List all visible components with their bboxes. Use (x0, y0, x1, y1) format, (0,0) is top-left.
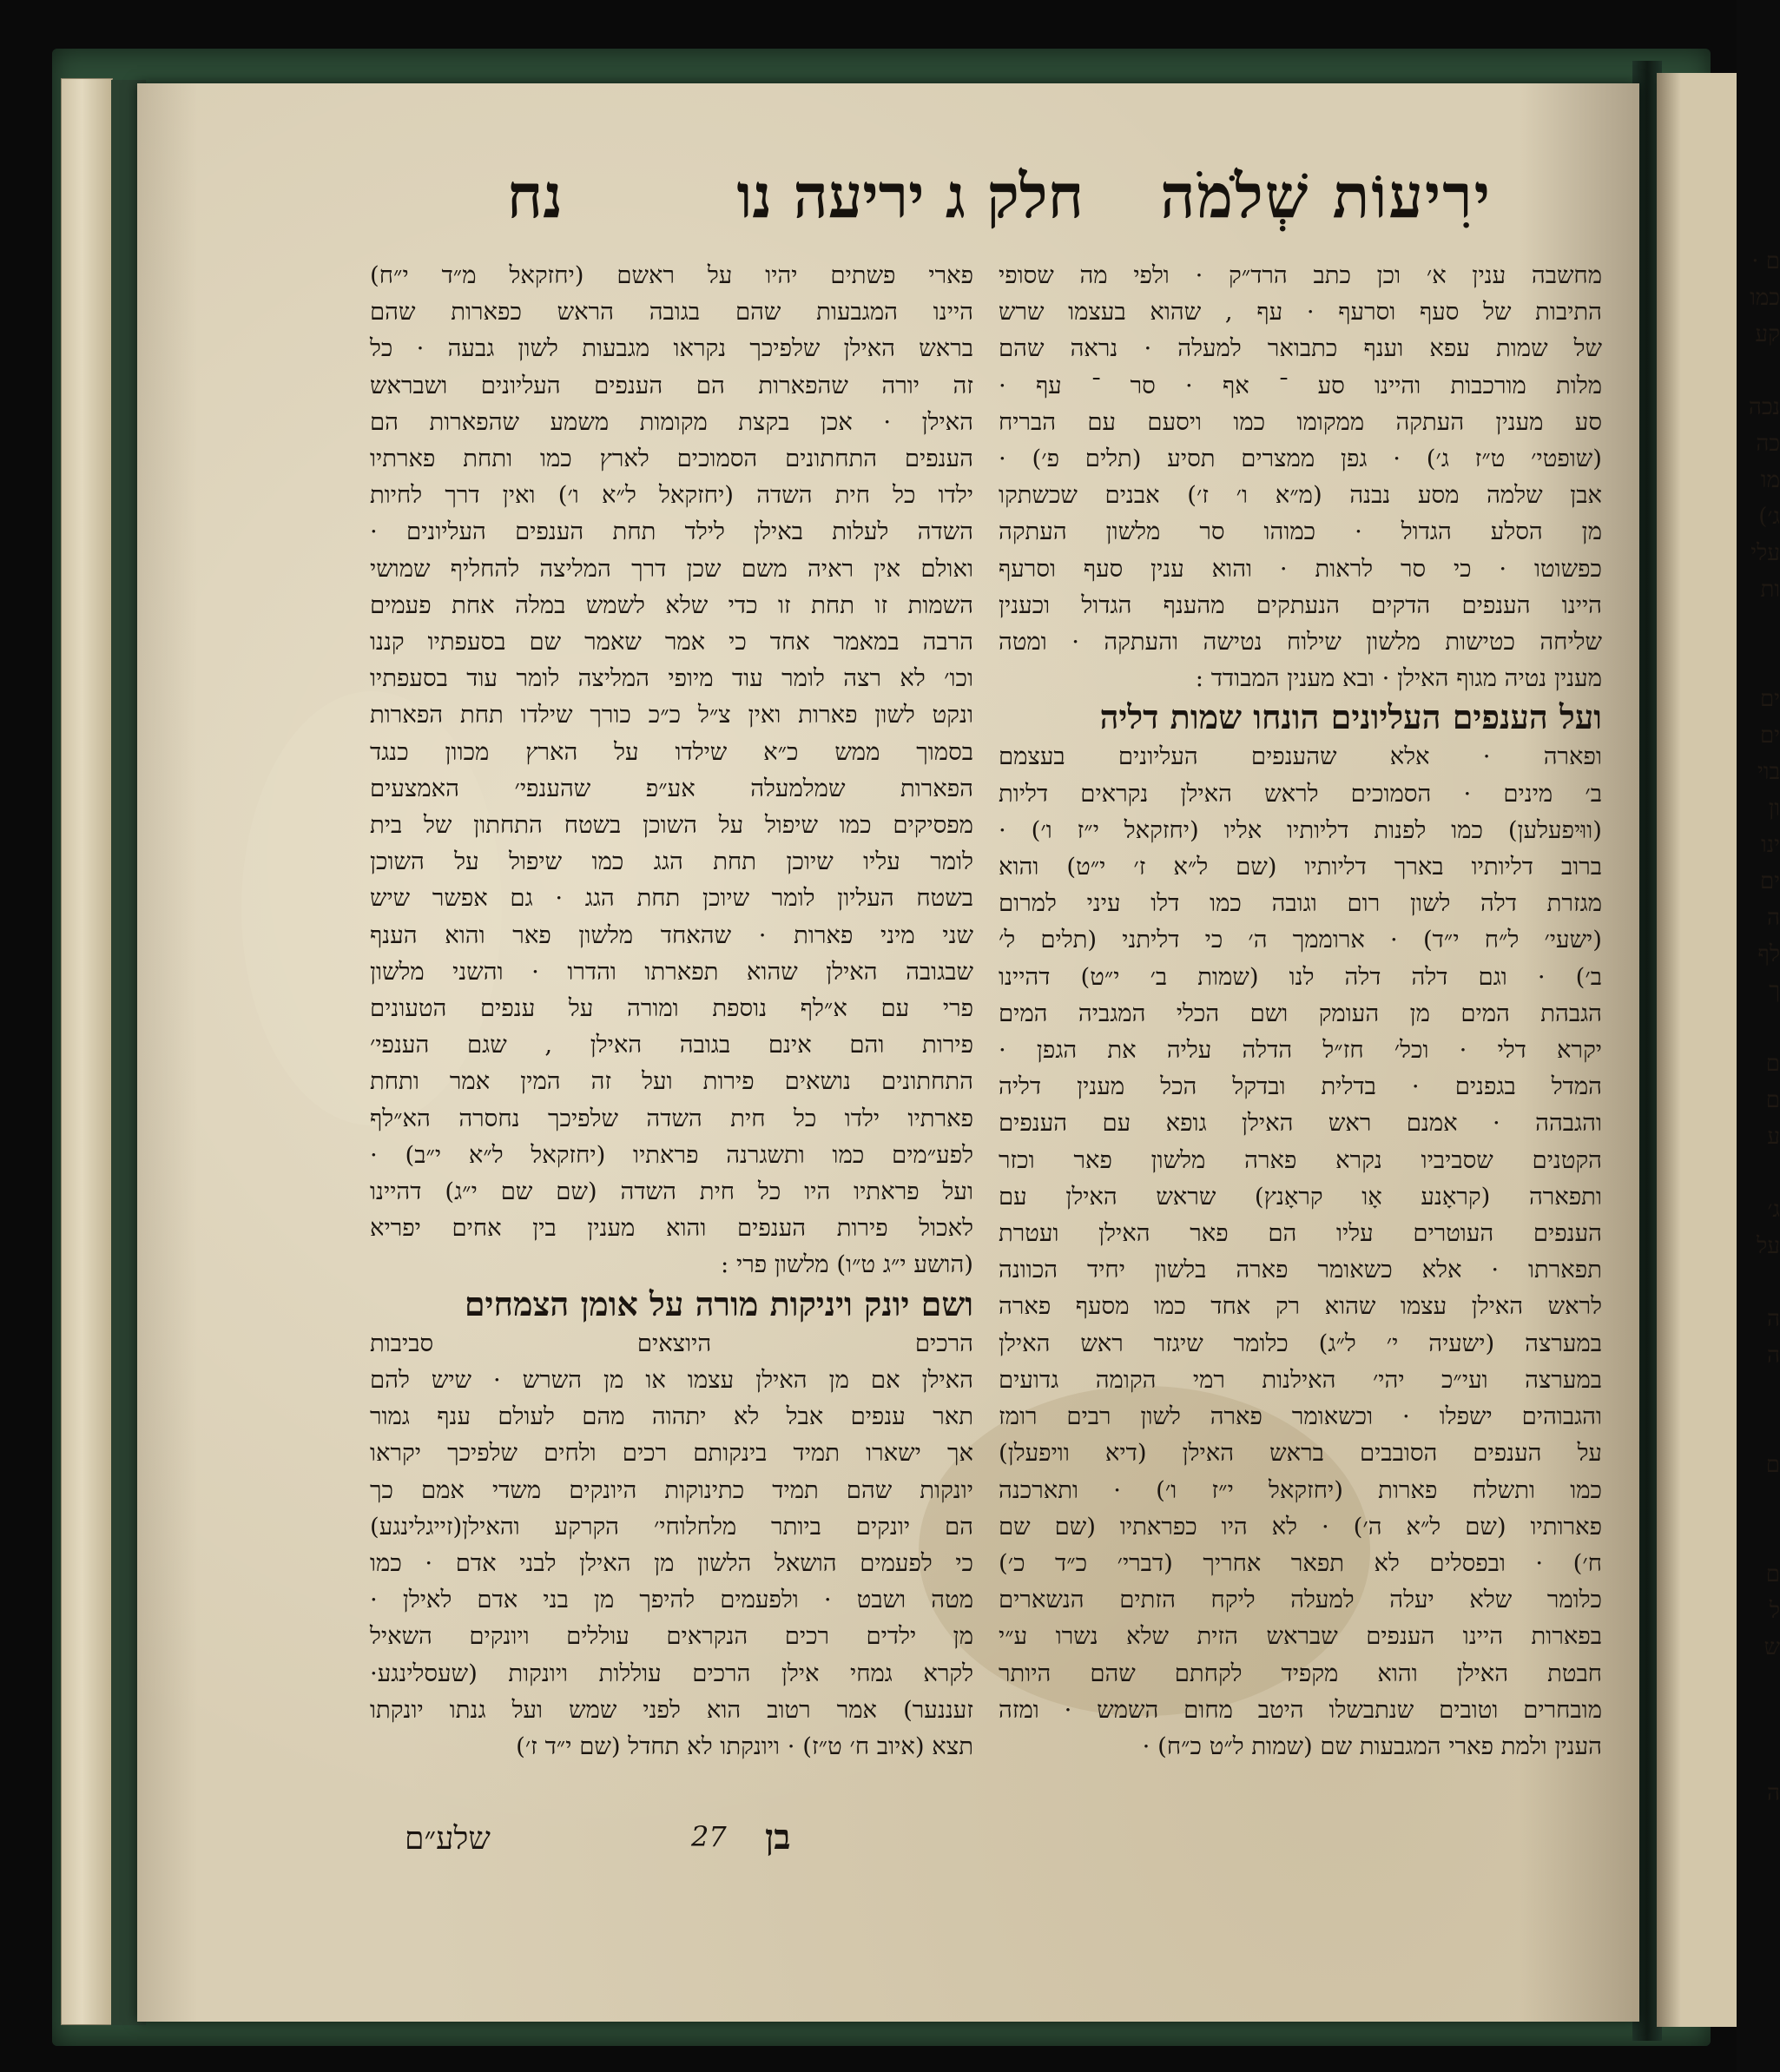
text-line: בראש האילן שלפיכך נקראו מגבעות לשון גבעה · כל (370, 334, 973, 363)
text-line: השמות זו תחת זו כדי שלא לשמש במלה אחת פעמים (370, 591, 973, 619)
facing-page-fragment (1676, 1264, 1780, 1301)
facing-page-fragment: ים (1759, 868, 1780, 894)
text-line: תאר ענפים אבל לא יתהוה מהם לעולם ענף גמור (370, 1402, 973, 1431)
page-block-edge (61, 78, 113, 2025)
text-line: ואולם אין ראיה משם שכן דרך המליצה להחליף שמושי (370, 554, 973, 583)
facing-page-fragment: ל (1769, 1598, 1780, 1624)
text-line: הענפים העוטרים עליו הם פאר האילן ועטרת (999, 1219, 1602, 1248)
facing-page-fragment: ם (1765, 1087, 1780, 1113)
text-line: הענין ולמת פארי המגבעות שם (שמות ל״ט כ״ח) · (1142, 1732, 1602, 1760)
facing-page-fragment: ות (1760, 577, 1780, 603)
text-line: שבגובה האילן שהוא תפארתו והדרו · והשני מלשון (370, 957, 973, 986)
facing-page-fragment: בוי (1757, 759, 1780, 785)
text-line: המדל בגפנים · בדלית ובדקל הכל מענין דליה (999, 1072, 1602, 1101)
facing-page-fragment: כמו (1750, 285, 1780, 311)
facing-page-fragment: לף (1757, 941, 1780, 967)
facing-page-fragment: ע (1767, 1124, 1780, 1150)
text-line: הרבה במאמר אחד כי אמר שאמר שם בסעפתיו קננו (370, 628, 973, 657)
facing-page-fragment: על (1757, 1233, 1780, 1259)
text-line: ב׳) · וגם דלה דלה לנו (שמות ב׳ י״ט) דהיינו (999, 962, 1602, 991)
text-line: יונקות שהם תמיד כתינוקות היונקים משדי אמם כך (370, 1475, 973, 1504)
text-line: התחתונים נושאים פירות ועל זה המין אמר ותחת (370, 1067, 973, 1096)
text-column-left (370, 257, 973, 1760)
text-line: במערצה ועי״כ יהי׳ האילנות רמי הקומה גדועים (999, 1365, 1602, 1394)
text-line: הפארות שמלמעלה אע״פ שהענפי׳ האמצעים (370, 774, 973, 802)
text-line: כי לפעמים הושאל הלשון מן האילן לבני אדם · כמו (370, 1548, 973, 1577)
facing-page-fragment: ינו (1761, 832, 1780, 858)
text-line: מגזרת דלה לשון רום וגובה כמו דלו עיני למרום (999, 889, 1602, 918)
text-line: ברוב דליותיו בארך דליותיו (שם ל״א ז׳ י״ט) והוא (999, 853, 1602, 881)
section-heading: ועל הענפים העליונים הונחו שמות דליה (1099, 697, 1602, 737)
text-line: ח׳) · ובפסלים לא תפאר אחריך (דברי׳ כ״ד כ׳) (999, 1548, 1602, 1577)
text-line: מטה ושבט · ולפעמים להיפך מן בני אדם לאילן · (370, 1586, 973, 1614)
facing-page-fragment: ג׳) (1758, 504, 1780, 530)
text-line: שני מיני פארות · שהאחד מלשון פאר והוא הענף (370, 921, 973, 949)
text-line: במערצה (ישעיה י׳ ל״ג) כלומר שיגזר ראש האילן (999, 1329, 1602, 1357)
text-line: על הענפים הסובבים בראש האילן (דיא וויפעלן) (999, 1439, 1602, 1468)
text-line: ב׳ מינים · הסמוכים לראש האילן נקראים דליות (999, 779, 1602, 808)
facing-page-fragment: ה (1767, 1306, 1780, 1332)
catchword: בן (765, 1817, 791, 1858)
facing-page-fragment: ה (1767, 1780, 1780, 1806)
running-header (137, 160, 1639, 255)
text-line: הקטנים שסביביו נקרא פארה מלשון פאר וכזר (999, 1145, 1602, 1174)
text-line: שליחה כטישות מלשון שילוח נטישה והעתקה · ומטה (999, 628, 1602, 657)
text-line: בשטח העליון לומר שיוכן תחת הגג · גם אפשר שיש (370, 884, 973, 913)
text-line: ילדו כל חית השדה (יחזקאל ל״א ו׳) ואין דרך לחיות (370, 481, 973, 510)
facing-page-fragment (1676, 1739, 1780, 1775)
text-line: השדה לעלות באילן לילד תחת הענפים העליונים · (370, 518, 973, 546)
text-line: בפארות היינו הענפים שבראש הזית שלא נשרו ע״י (999, 1622, 1602, 1651)
text-line: כמו ותשלח פארות (יחזקאל י״ז ו׳) · ותארכנה (999, 1475, 1602, 1504)
text-line: ותפארה (קראָנע אָו קראָנץ) שראש האילן עם (999, 1182, 1602, 1211)
text-line: מלות מורכבות והיינו סע ־ אף · סר ־ עף · (999, 371, 1602, 399)
text-line: הרכים היוצאים סביבות (370, 1329, 973, 1357)
facing-page-fragment: ם (1765, 1452, 1780, 1478)
text-line: וכו׳ לא רצה לומר עוד מיופי המליצה לומר עוד בסעפתיו (370, 664, 973, 693)
text-line: אך ישארו תמיד בינקותם רכים ולחים שלפיכך יקראו (370, 1439, 973, 1468)
text-line: האילן אם מן האילן עצמו או מן השרש · שיש להם (370, 1365, 973, 1394)
section-heading: ושם יונק ויניקות מורה על אומן הצמחים (464, 1283, 973, 1323)
facing-page-fragment (1676, 644, 1780, 681)
text-line: מובחרים וטובים שנתבשלו היטב מחום השמש · ומזה (999, 1695, 1602, 1724)
text-line: כלומר שלא יעלה למעלה ליקח הזתים הנשארים (999, 1586, 1602, 1614)
facing-page-fragment: ם (1765, 1561, 1780, 1587)
signature-mark: שלע״ם (405, 1821, 491, 1857)
facing-page-fragment: ה (1767, 905, 1780, 931)
text-line: (ווּיפעלען) כמו לפנות דליותיו אליו (יחזקאל י״ז ו׳) · (999, 815, 1602, 844)
text-line: פארתיו ילדו כל חית השדה שלפיכך נחסרה הא״לף (370, 1104, 973, 1132)
signature-number: 27 (691, 1820, 727, 1853)
page-footer (370, 1817, 978, 1872)
folio-number: נח (506, 160, 563, 232)
text-line: ועל פראתיו היו כל חית השדה (שם שם י״ג) דהיינו (370, 1178, 973, 1206)
text-line: מחשבה ענין א׳ וכן כתב הרד״ק · ולפי מה שסופי (999, 261, 1602, 289)
facing-page-fragment (1676, 1520, 1780, 1556)
text-line: התיבות של סעף וסרעף · עף , שהוא בעצמו שרש (999, 298, 1602, 327)
facing-page-fragment: ים (1759, 723, 1780, 749)
text-line: והגבהה · אמנם ראש האילן גופא עם הענפים (999, 1109, 1602, 1138)
facing-page-fragment: ון (1768, 795, 1780, 822)
facing-page-fragment: ה (1767, 1343, 1780, 1369)
facing-page-text-fragments (1676, 243, 1780, 1811)
facing-page-fragment: ש (1764, 1634, 1780, 1660)
text-line: יקרא דלי · וכל׳ חז״ל הדלה עליה את הגפן · (999, 1036, 1602, 1065)
text-line: תצא (איוב ח׳ ט״ז) · ויונקתו לא תחדל (שם י״ד ז׳) (516, 1732, 973, 1760)
facing-page-fragment: ם · (1751, 248, 1780, 274)
text-line: ופארה · אלא שהענפים העליונים בעצמם (999, 742, 1602, 771)
facing-page-fragment (1676, 1666, 1780, 1702)
text-line: פרי עם א״לף נוספת ומורה על ענפים הטעונים (370, 994, 973, 1023)
text-line: לראש האילן עצמו שהוא רק אחד כמו מסעף פארה (999, 1292, 1602, 1321)
text-line: לומר עליו שיוכן תחת הגג כמו שיפול על השוכן (370, 848, 973, 876)
text-line: מענין נטיה מגוף האילן · ובא מענין המבודד : (1195, 664, 1602, 693)
facing-page-fragment: נכה (1748, 394, 1780, 420)
facing-page-fragment: כה (1756, 431, 1780, 457)
text-line: של שמות עפא וענף כתבואר למעלה · נראה שהם (999, 334, 1602, 363)
text-line: לאכול פירות הענפים והוא מענין בין אחים יפריא (370, 1214, 973, 1243)
text-line: פירות והם אינם בגובה האילן , שגם הענפי׳ (370, 1031, 973, 1059)
text-line: הם יונקים ביותר מלחלוחי׳ הקרקע והאילן(זייגלינגע) (370, 1512, 973, 1541)
facing-page-fragment (1676, 353, 1780, 389)
facing-page-fragment: מו (1760, 467, 1780, 493)
text-line: כפשוטו · כי סר לראות · והוא ענין סעף וסרעף (999, 554, 1602, 583)
facing-page-fragment: עלי (1750, 540, 1780, 566)
text-line: חבטת האילן והוא מקפיד לקחתם שהם היותר (999, 1659, 1602, 1687)
text-line: (שופטי׳ ט״ז ג׳) · גפן ממצרים תסיע (תלים פ׳) · (999, 445, 1602, 473)
facing-page-fragment (1676, 1483, 1780, 1520)
text-line: פארותיו (שם ל״א ה׳) · לא היו כפראתיו (שם שם (999, 1512, 1602, 1541)
facing-page-edge (1657, 73, 1780, 2027)
text-line: זה יורה שהפארות הם הענפים העליונים ושבראש (370, 371, 973, 399)
text-line: והגבוהים ישפלו · וכשאומר פארה לשון רבים רומז (999, 1402, 1602, 1431)
facing-page-fragment (1676, 1702, 1780, 1739)
running-section: חלק ג יריעה נו (736, 160, 1084, 232)
facing-page-fragment (1676, 1155, 1780, 1191)
text-line: הענפים התחתונים הסמוכים לארץ כמו ותחת פארתיו (370, 445, 973, 473)
facing-page-fragment (1676, 608, 1780, 644)
facing-page-fragment (1676, 1009, 1780, 1046)
text-line: פארי פשתים יהיו על ראשם (יחזקאל מ״ד י״ח) (370, 261, 973, 289)
facing-page-fragment (1676, 1374, 1780, 1410)
book-page (137, 83, 1639, 2022)
facing-page-fragment: ים (1759, 686, 1780, 712)
text-line: (הושע י״ג ט״ו) מלשון פרי : (721, 1250, 973, 1279)
text-line: היינו המגבעות שהם בגובה הראש כפארות שהם (370, 298, 973, 327)
text-line: מן ילדים רכים הנקראים עוללים ויונקים השאיל (370, 1622, 973, 1651)
running-title: ירִיעוֹת שְׁלֹמֹה (1160, 160, 1492, 232)
facing-page-fragment: קע (1755, 321, 1780, 347)
text-line: תפארתו · אלא כשאומר פארה בלשון יחיד הכוונה (999, 1256, 1602, 1284)
facing-page-fragment: ם (1765, 1051, 1780, 1077)
text-line: בסמוך ממש כ״א שילדו על הארץ מכוון כנגד (370, 737, 973, 766)
facing-page-fragment: ג׳ (1767, 1197, 1780, 1223)
text-line: לקרא גמחי אילן הרכים עוללות ויונקות (שעסלינגע· (370, 1659, 973, 1687)
text-line: מפסיקים כמו שיפול על השוכן בשטח התחתון של בית (370, 811, 973, 840)
facing-page-fragment: ך (1769, 978, 1780, 1004)
facing-page-fragment (1676, 1410, 1780, 1447)
text-line: זעננער) אמר רטוב הוא לפני שמש ועל גנתו יונקתו (370, 1695, 973, 1724)
text-line: האילן · אכן בקצת מקומות משמע שהפארות הם (370, 407, 973, 436)
text-line: היינו הענפים הדקים הנעתקים מהענף הגדול וכענין (999, 591, 1602, 619)
text-line: (ישעי׳ ל״ח י״ד) · ארוממך ה׳ כי דליתני (תלים ל׳ (999, 926, 1602, 954)
text-column-right (999, 257, 1602, 1760)
text-line: אבן שלמה מסע נבנה (מ״א ו׳ ז׳) אבנים שכשתקו (999, 481, 1602, 510)
text-line: מן הסלע הגדול · כמוהו סר מלשון העתקה (999, 518, 1602, 546)
text-line: סע מענין העתקה ממקומו כמו ויסעם עם הבריח (999, 407, 1602, 436)
text-line: לפע״מים כמו ותשגרנה פראתיו (יחזקאל ל״א י״ב) · (370, 1140, 973, 1169)
text-line: ונקט לשון פארות ואין צ״ל כ״כ כורך שילדו תחת הפארות (370, 701, 973, 729)
text-line: הגבהת המים מן העומק ושם הכלי המגביה המים (999, 999, 1602, 1027)
